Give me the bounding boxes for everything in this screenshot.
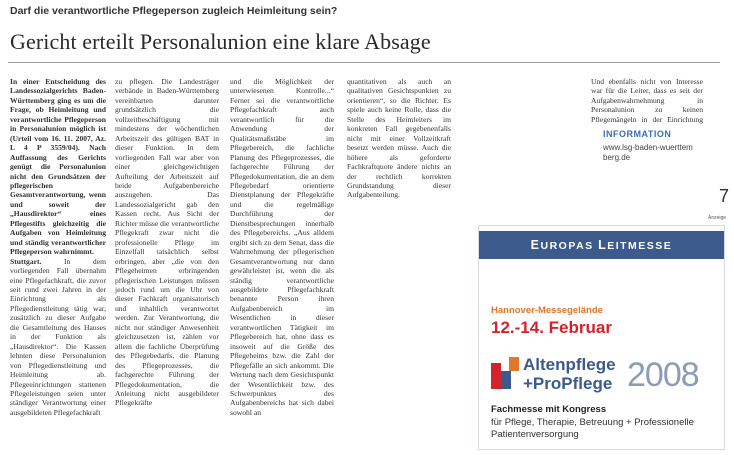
info-link-url[interactable]: www.lsg-baden-wuerttem bbox=[603, 143, 693, 152]
article-paragraph: Und ebenfalls nicht von Interesse war für die Leiter, dass es seit der Aufgabenwahrnehmung in Personalunion zu keinen Pflegemängeln in der Einrichtung bbox=[591, 77, 703, 124]
article-headline: Gericht erteilt Personalunion eine klare Absage bbox=[10, 29, 431, 54]
ad-brand-line-1: Altenpflege bbox=[523, 355, 616, 374]
ad-banner-word: EITMESSE bbox=[607, 240, 673, 252]
headline-divider bbox=[8, 62, 720, 63]
ad-label: Anzeige bbox=[708, 215, 727, 221]
ad-venue: Hannover-Messegelände bbox=[491, 305, 603, 316]
article-paragraph bbox=[10, 257, 106, 418]
paragraph-text: In dem vorliegenden Fall übernahm eine Pflegefachkraft, die zuvor seit rund zwei Jahren in der Einrichtung als Pflegedienstleitung tätig war, zusätzlich zu dieser Aufgabe die Gesamtleitung des Hauses in der Funktion als „Hausdirektor“. Die Kassen lehnten diese Personalunion von Pflegedienstleitung und Heimleitung ab. Pflegeeinrichtungen stattenen Pflegeleistungen seien unter ständiger Verantwortung einer ausgebildeten Pflegefachkraft bbox=[10, 256, 106, 417]
fair-logo-icon bbox=[491, 357, 519, 389]
ad-banner-word: UROPAS bbox=[540, 240, 599, 252]
info-box-title: INFORMATION bbox=[603, 129, 672, 139]
text-column-5 bbox=[591, 77, 703, 125]
text-column-1 bbox=[10, 77, 106, 445]
article-paragraph: quantitativen als auch an qualitativen Gesichtspunkten zu orientieren“, so die Richter. Es spiele auch keine Rolle, dass die Stelle des Heimleiters im konkreten Fall gegebenenfalls nicht mit einer Vollzeitkraft besetzt werden müsse. Auch die höhere als geforderte Fachkraftquote ändere nichts an der rechtlich korrekten Grundstandung dieser Aufgabenteilung. bbox=[347, 77, 451, 200]
ad-banner-title bbox=[479, 231, 724, 259]
ad-banner-initial: E bbox=[530, 238, 541, 252]
text-column-2 bbox=[115, 77, 219, 445]
ad-description-line: für Pflege, Therapie, Betreuung + Professionelle bbox=[491, 417, 694, 428]
info-link-url-continued[interactable]: berg.de bbox=[603, 153, 631, 162]
dateline: Stuttgart. bbox=[10, 256, 42, 266]
ad-description-line: Patientenversorgung bbox=[491, 429, 579, 440]
ad-dates: 12.-14. Februar bbox=[491, 318, 612, 337]
article-intro: In einer Entscheidung des Landessozialgerichts Baden-Württemberg ging es um die Frage, ob Heimleitung und verantwortliche Pflegeperson in Personalunion möglich ist (Urteil vom 16. 11. 2007, Az. L 4 P 3559/04). Nach Auffassung des Gerichts genügt die Personalunion nicht den Grundsätzen der pflegerischen Gesamtverantwortung, wenn und soweit der „Hausdirektor“ eines Pflegestifts gleichzeitig die Aufgaben von Heimleitung und ständig verantwortlicher Pflegeperson wahrnimmt. bbox=[10, 77, 106, 257]
ad-brand-line-2: +ProPflege bbox=[523, 374, 613, 393]
ad-banner-initial: L bbox=[598, 238, 608, 252]
text-column-4 bbox=[347, 77, 451, 445]
article-kicker: Darf die verantwortliche Pflegeperson zugleich Heimleitung sein? bbox=[10, 5, 338, 17]
page-number: 7 bbox=[719, 186, 730, 206]
article-paragraph: und die Möglichkeit der unterwiesenen Kontrolle...“ Ferner sei die verantwortliche Pflegefachkraft auch verantwortlich für die Anwendung der Qualitätsmaßstäbe im Pflegebereich, die fachliche Planung des Pflegeprozesses, die fachgerechte Führung der Pflegedokumentation, die an dem Pflegebedarf orientierte Dienstplanung der Pflegekräfte und die regelmäßige Durchführung der Dienstbesprechungen innerhalb des Pflegebereichs. „Aus alldem ergibt sich zu dem Senat, dass die Wahrnehmung der pflegerischen Gesamtverantwortung nur dann gewährleistet ist, wenn die als ständig verantwortliche ausgebildete Pflegefachkraft benannte Person ihren Aufgabenbereich im Wesentlichen in dieser verantwortlichen Tätigkeit im Pflegebereich hat, ohne dass es insoweit auf die Größe des Pflegeheims bzw. die Zahl der Pflegefälle an sich ankommt. Die Wertung nach dem Gesichtspunkt der Wesentlichkeit bzw. des Schwerpunktes des Aufgabenbereichs hat sich dabei sowohl an bbox=[230, 77, 334, 417]
article-paragraph: zu pflegen. Die Landesträger verbände in Baden-Württemberg vereinbarten darunter grundsätzlich die vollzeitbeschäftigung mit mindestens der wöchentlichen Arbeitszeit des gültigen BAT in dieser Funktion. In dem vorliegenden Fall war aber von einer gleichgewichtigen Aufteilung der Arbeitszeit auf beide Aufgabenbereiche auszugehen. Das Landessozialgericht gab den Kassen recht. Aus Sicht der Richter müsse die verantwortliche Pflegekraft zwar nicht die professionelle Pflege im Einzelfall tatsächlich selbst erbringen, aber „die von den Pflegeheimen erbringenden pflegerischen Leistungen müssen jedoch rund um die Uhr von dieser Fachkraft organisatorisch und inhaltlich verantwortet werden. Zur Verantwortung, die nicht nur ständiger Anwesenheit gleichzusetzen ist, zählen vor allem die fachliche Überprüfung des Pflegebedarfs, die Planung des Pflegeprozesses, die fachgerechte Führung der Pflegedokumentation, die Anleitung nicht ausgebildeter Pflegekräfte bbox=[115, 77, 219, 408]
ad-year: 2008 bbox=[627, 356, 699, 394]
ad-subtitle: Fachmesse mit Kongress bbox=[491, 404, 607, 415]
text-column-3 bbox=[230, 77, 334, 445]
advertisement[interactable] bbox=[478, 225, 725, 450]
